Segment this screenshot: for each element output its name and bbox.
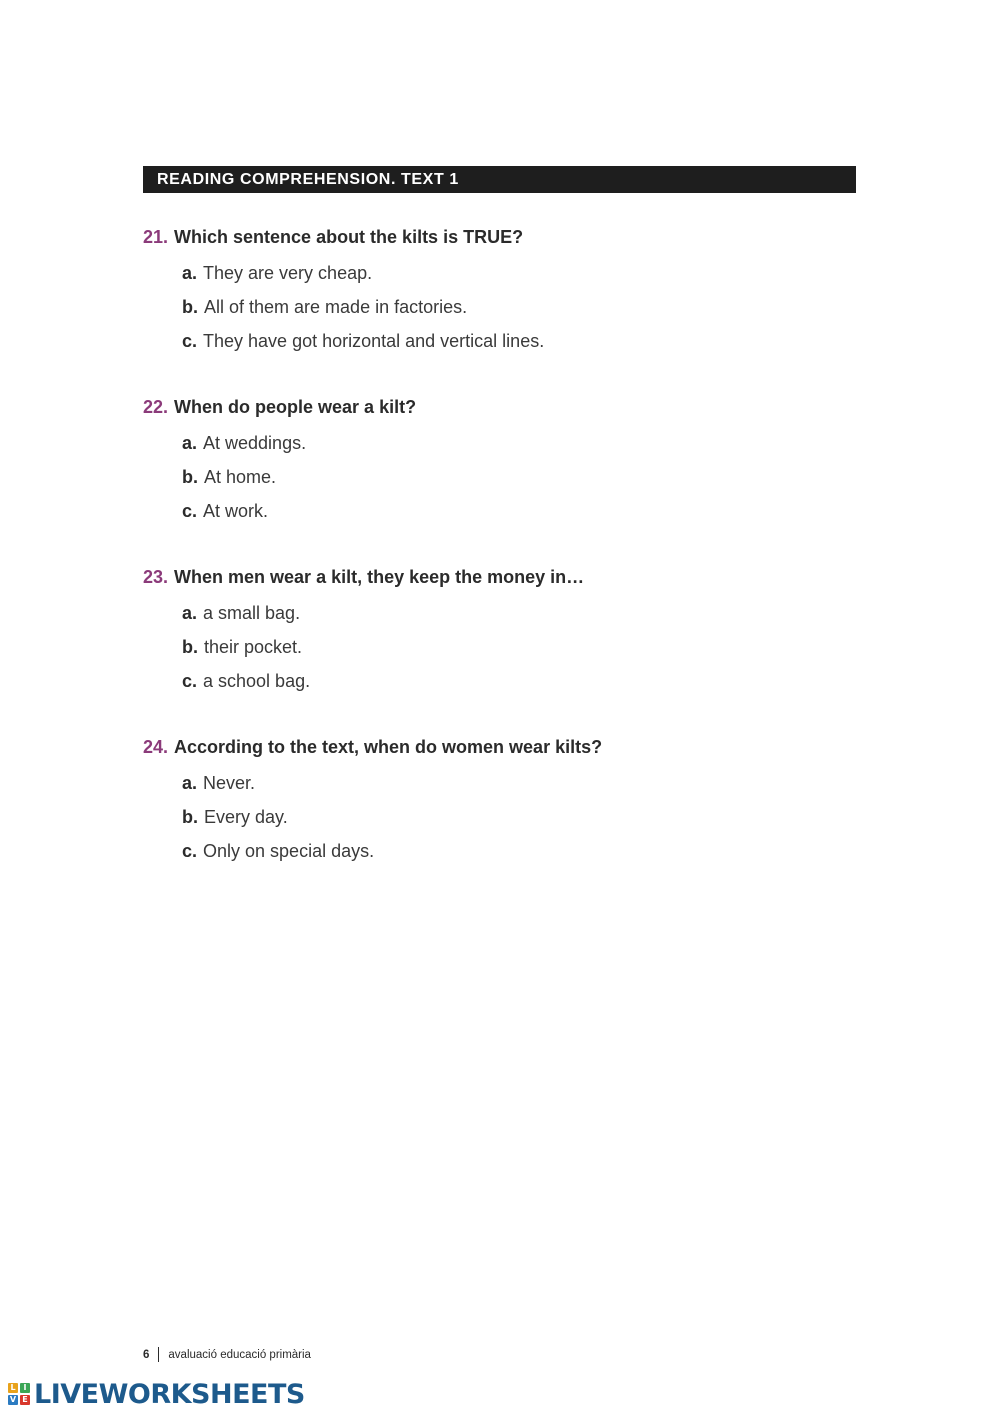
option-letter: b. [182, 467, 198, 487]
question-text: When do people wear a kilt? [174, 397, 417, 417]
option-a[interactable] [182, 432, 863, 466]
page-number: 6 [143, 1348, 150, 1361]
question-text: According to the text, when do women wear kilts? [174, 737, 603, 757]
option-text: All of them are made in factories. [204, 297, 468, 317]
logo-mark-icon [8, 1383, 30, 1405]
option-text: Only on special days. [203, 841, 375, 861]
page-footer [143, 1347, 311, 1362]
question-text: Which sentence about the kilts is TRUE? [174, 227, 524, 247]
logo-text: LIVEWORKSHEETS [34, 1378, 305, 1410]
question-prompt [143, 565, 863, 589]
question-prompt [143, 735, 863, 759]
option-text: At work. [203, 501, 269, 521]
option-letter: a. [182, 433, 198, 453]
section-header: READING COMPREHENSION. TEXT 1 [143, 166, 856, 193]
option-letter: b. [182, 807, 198, 827]
option-text: a small bag. [203, 603, 301, 623]
footer-divider [158, 1347, 159, 1362]
option-c[interactable] [182, 840, 863, 874]
question-text: When men wear a kilt, they keep the money in… [174, 567, 585, 587]
logo-block-i: I [20, 1383, 30, 1393]
option-text: They are very cheap. [203, 263, 373, 283]
question-21 [143, 225, 863, 364]
question-23 [143, 565, 863, 704]
option-letter: c. [182, 671, 198, 691]
logo-block-l: L [8, 1383, 18, 1393]
option-text: They have got horizontal and vertical lines. [203, 331, 545, 351]
question-number: 24. [143, 737, 169, 757]
option-text: At weddings. [203, 433, 307, 453]
question-number: 21. [143, 227, 169, 247]
option-b[interactable] [182, 806, 863, 840]
option-list [143, 602, 863, 704]
option-b[interactable] [182, 466, 863, 500]
option-c[interactable] [182, 330, 863, 364]
option-b[interactable] [182, 636, 863, 670]
option-letter: a. [182, 773, 198, 793]
option-a[interactable] [182, 772, 863, 806]
option-letter: b. [182, 297, 198, 317]
option-letter: c. [182, 501, 198, 521]
logo-block-v: V [9, 1395, 17, 1404]
question-24 [143, 735, 863, 874]
logo-block-e: E [20, 1395, 30, 1405]
option-a[interactable] [182, 262, 863, 296]
option-text: a school bag. [203, 671, 311, 691]
option-letter: b. [182, 637, 198, 657]
question-prompt [143, 395, 863, 419]
question-number: 22. [143, 397, 169, 417]
liveworksheets-logo[interactable] [8, 1378, 305, 1410]
option-letter: c. [182, 331, 198, 351]
question-number: 23. [143, 567, 169, 587]
option-text: their pocket. [204, 637, 303, 657]
option-list [143, 772, 863, 874]
option-letter: a. [182, 603, 198, 623]
option-text: At home. [204, 467, 277, 487]
option-a[interactable] [182, 602, 863, 636]
option-list [143, 432, 863, 534]
option-list [143, 262, 863, 364]
option-b[interactable] [182, 296, 863, 330]
footer-text: avaluació educació primària [168, 1348, 311, 1361]
option-c[interactable] [182, 670, 863, 704]
option-letter: c. [182, 841, 198, 861]
question-22 [143, 395, 863, 534]
option-text: Every day. [204, 807, 288, 827]
question-prompt [143, 225, 863, 249]
option-text: Never. [203, 773, 256, 793]
option-letter: a. [182, 263, 198, 283]
option-c[interactable] [182, 500, 863, 534]
